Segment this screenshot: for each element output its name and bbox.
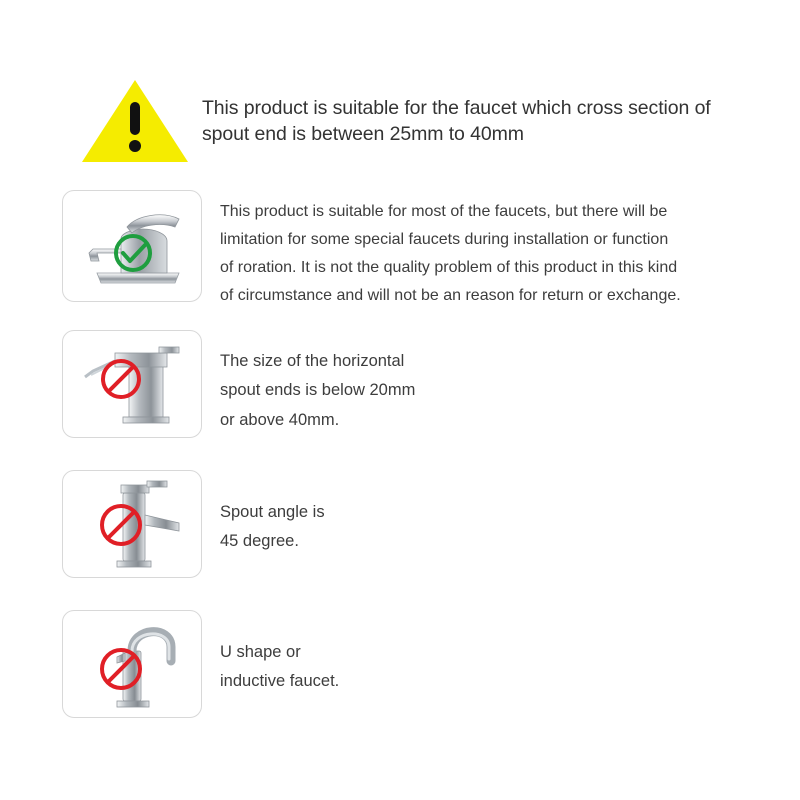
square-spout-faucet-icon — [62, 330, 202, 438]
info-row-spout-angle — [62, 470, 325, 578]
u-shape-faucet-icon — [62, 610, 202, 718]
text-line: 45 degree. — [220, 532, 299, 551]
text-line: of circumstance and will not be an reason for return or exchange. — [220, 287, 681, 304]
text-line: U shape or — [220, 643, 301, 661]
text-line: or above 40mm. — [220, 410, 340, 429]
warning-banner — [80, 78, 720, 164]
text-line: of roration. It is not the quality problem of this product in this kind — [220, 259, 678, 276]
text-line: The size of the horizontal — [220, 352, 405, 370]
info-row-u-shape-text — [220, 638, 339, 697]
info-row-spout-angle-text — [220, 498, 325, 557]
info-row-compatible — [62, 190, 720, 310]
warning-triangle-icon — [80, 78, 190, 164]
text-line: This product is suitable for most of the faucets, but there will be — [220, 203, 668, 220]
info-row-compatible-text — [220, 198, 720, 310]
text-line: Spout angle is — [220, 503, 325, 521]
text-line: limitation for some special faucets during installation or function — [220, 231, 669, 248]
angled-spout-faucet-icon — [62, 470, 202, 578]
banner-text: This product is suitable for the faucet which cross section of spout end is between 25mm to 40mm — [202, 97, 711, 145]
info-row-u-shape — [62, 610, 339, 718]
info-row-square-spout-text — [220, 347, 415, 435]
text-line: spout ends is below 20mm — [220, 381, 416, 400]
faucet-compatible-icon — [62, 190, 202, 302]
info-row-square-spout — [62, 330, 415, 438]
text-line: inductive faucet. — [220, 672, 340, 691]
